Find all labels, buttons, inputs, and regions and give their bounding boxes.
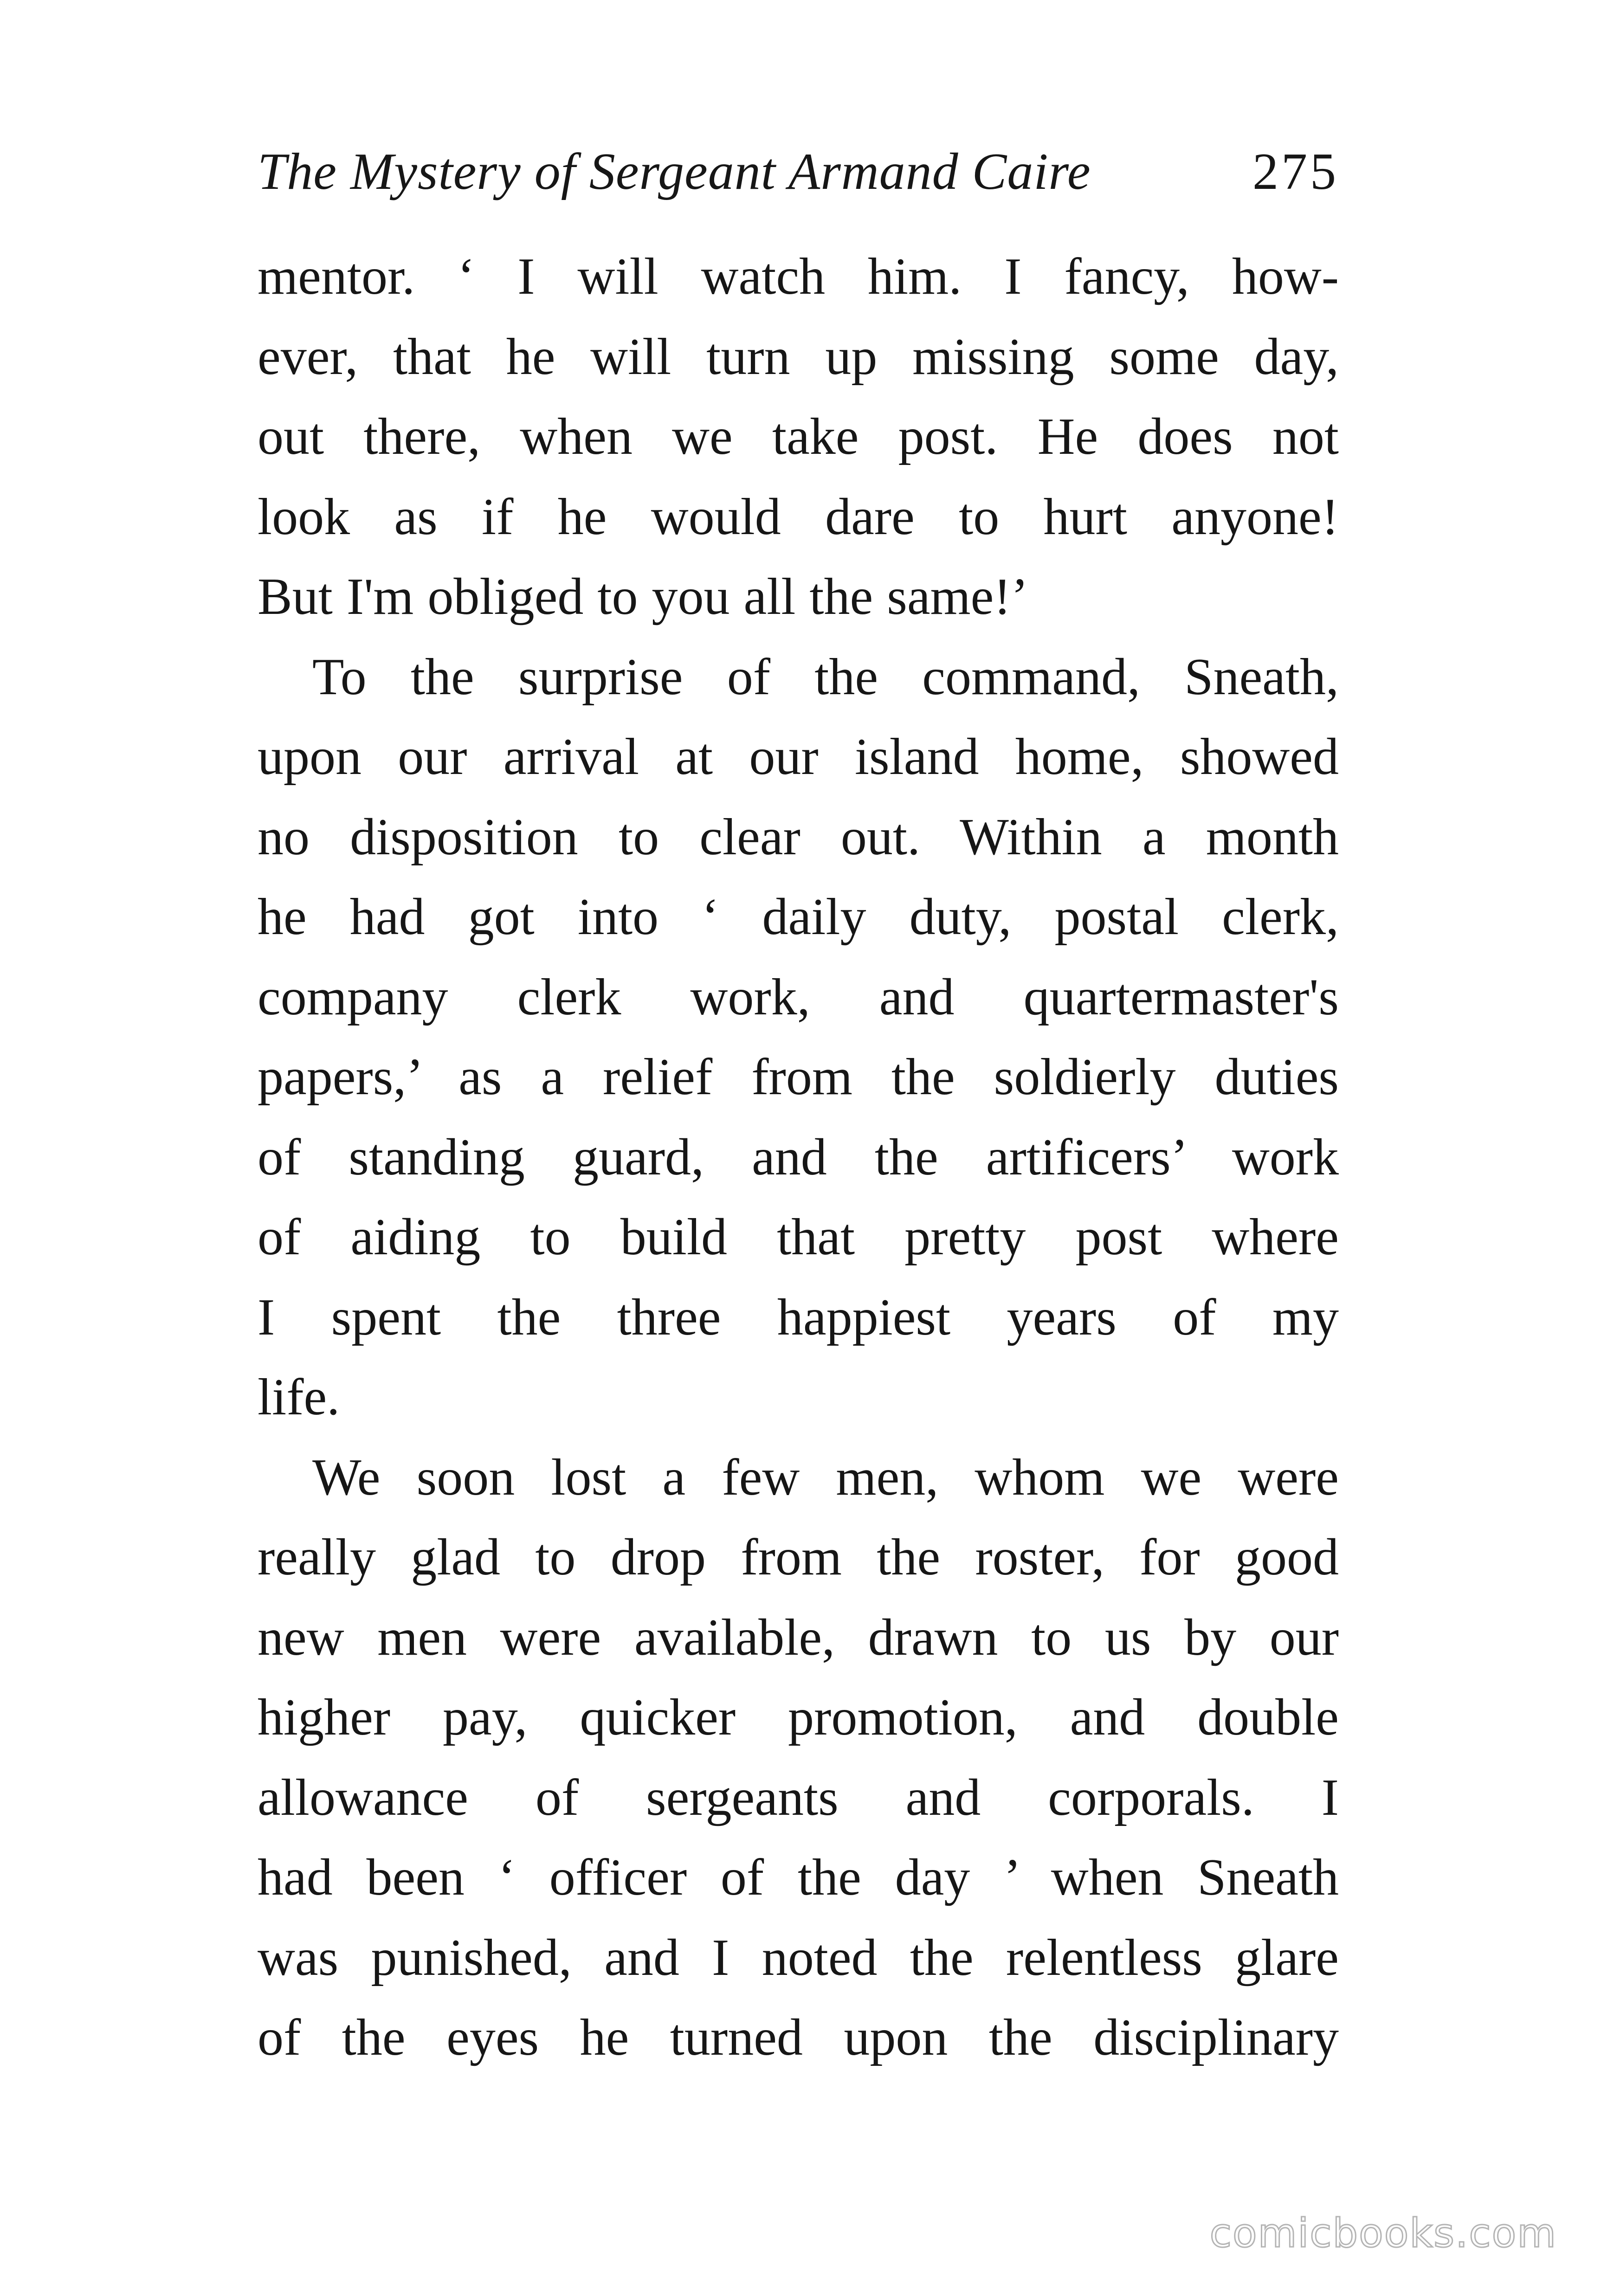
text-line: of the eyes he turned upon the disciplinary — [258, 2009, 1339, 2066]
text-line: out there, when we take post. He does not — [258, 408, 1339, 465]
text-line: had been ‘ officer of the day ’ when Sneath — [258, 1849, 1339, 1906]
text-line: of aiding to build that pretty post where — [258, 1208, 1339, 1266]
page-number: 275 — [1252, 143, 1339, 200]
watermark: comicbooks.com — [1209, 2210, 1557, 2257]
text-line: higher pay, quicker promotion, and double — [258, 1689, 1339, 1746]
text-line: was punished, and I noted the relentless glare — [258, 1928, 1339, 1986]
text-line: really glad to drop from the roster, for good — [258, 1529, 1339, 1586]
paragraph-start-line: We soon lost a few men, whom we were — [312, 1448, 1339, 1506]
text-body — [258, 237, 1339, 2078]
text-line: no disposition to clear out. Within a month — [258, 808, 1339, 866]
text-line: of standing guard, and the artificers’ work — [258, 1128, 1339, 1186]
text-line: he had got into ‘ daily duty, postal clerk, — [258, 888, 1339, 946]
text-line: look as if he would dare to hurt anyone! — [258, 488, 1339, 546]
running-head — [258, 135, 1339, 209]
text-line: new men were available, drawn to us by our — [258, 1608, 1339, 1666]
running-title: The Mystery of Sergeant Armand Caire — [258, 143, 1091, 200]
text-line: mentor. ‘ I will watch him. I fancy, how- — [258, 248, 1339, 305]
text-line: company clerk work, and quartermaster's — [258, 968, 1339, 1026]
text-line: allowance of sergeants and corporals. I — [258, 1768, 1339, 1826]
text-line: ever, that he will turn up missing some day, — [258, 328, 1339, 386]
text-line: upon our arrival at our island home, showed — [258, 728, 1339, 786]
text-line: papers,’ as a relief from the soldierly duties — [258, 1048, 1339, 1106]
text-line: I spent the three happiest years of my — [258, 1288, 1339, 1346]
paragraph-start-line: To the surprise of the command, Sneath, — [312, 648, 1339, 706]
text-line: But I'm obliged to you all the same!’ — [258, 568, 1028, 626]
text-line: life. — [258, 1368, 340, 1426]
